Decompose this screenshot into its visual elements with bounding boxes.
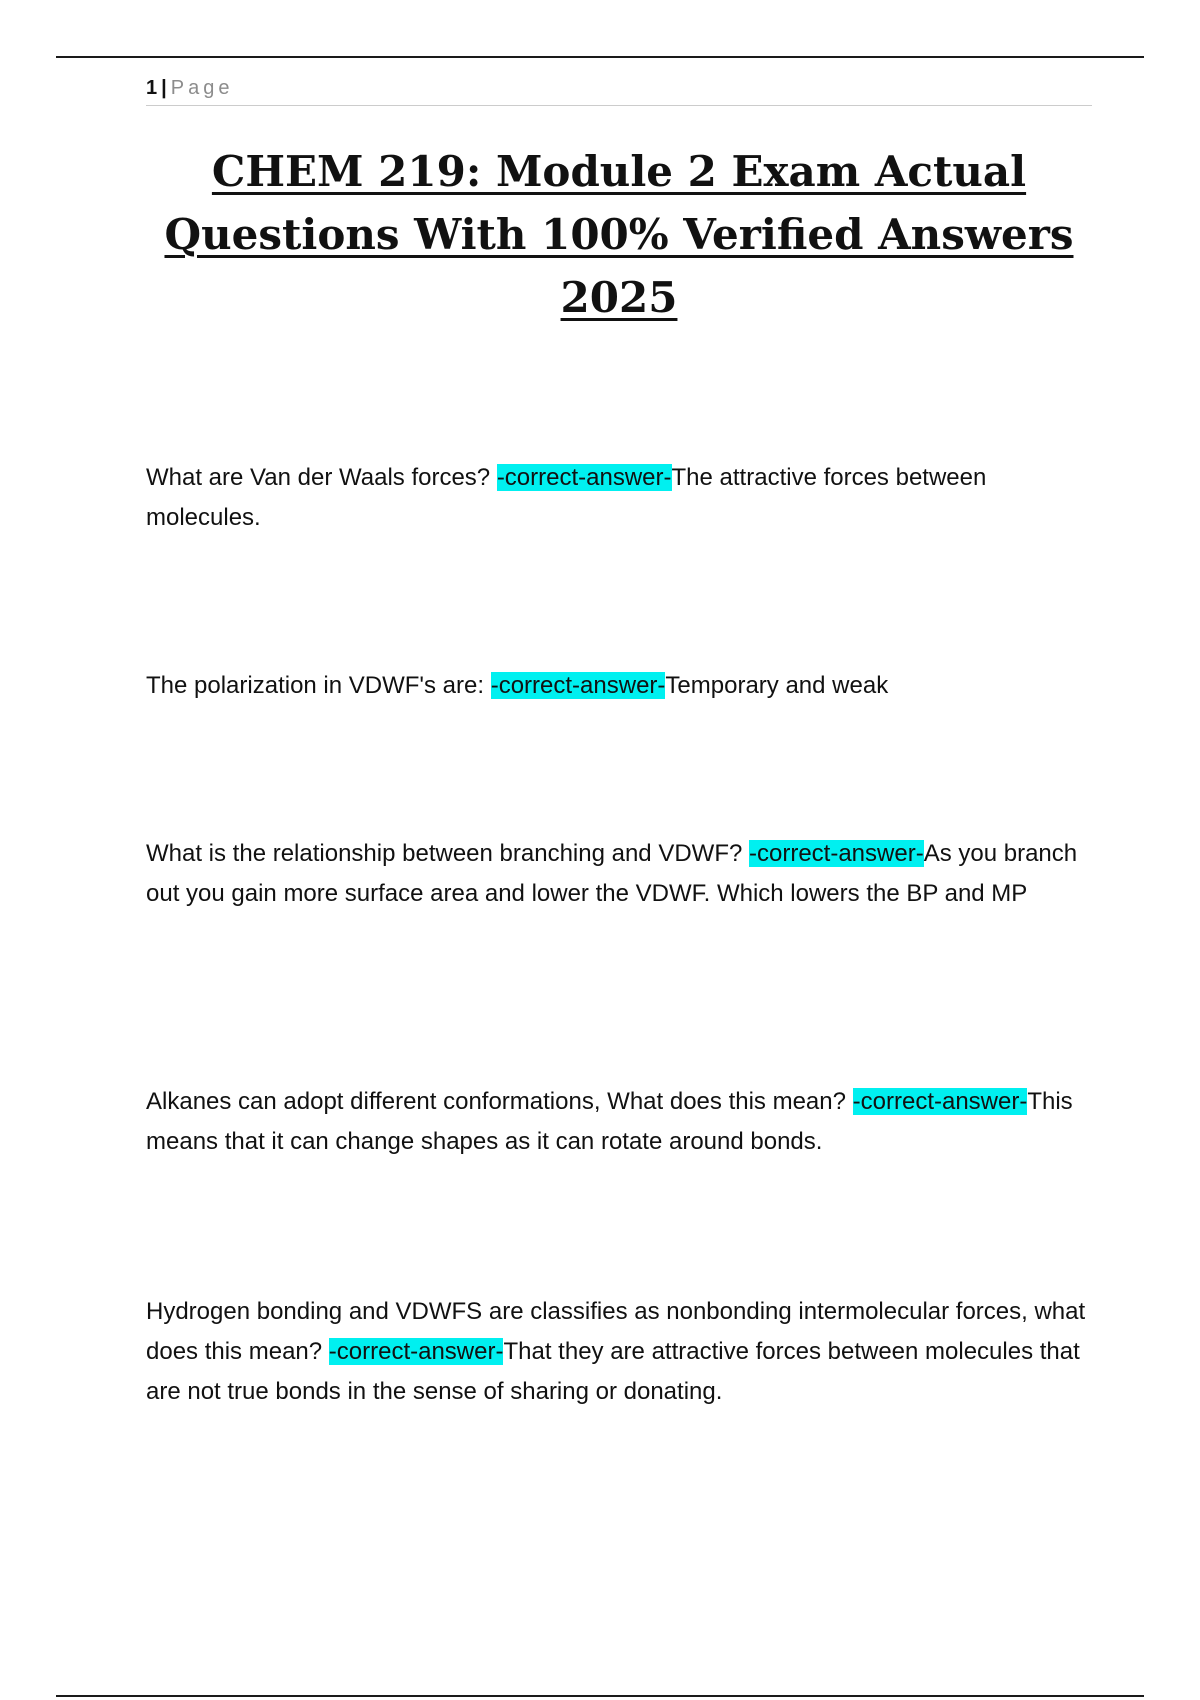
- correct-answer-marker: -correct-answer-: [749, 840, 924, 867]
- correct-answer-marker: -correct-answer-: [852, 1088, 1028, 1115]
- question-text: What is the relationship between branching and VDWF?: [146, 840, 749, 867]
- qa-item: [146, 666, 1092, 706]
- question-text: The polarization in VDWF's are:: [146, 672, 491, 699]
- answer-text: This means that it can change shapes as it can rotate around bonds.: [146, 1088, 1073, 1155]
- page-separator: |: [161, 77, 167, 99]
- qa-item: [146, 1292, 1092, 1412]
- answer-text: As you branch out you gain more surface area and lower the VDWF. Which lowers the BP and MP: [146, 840, 1078, 907]
- question-text: Hydrogen bonding and VDWFS are classifies as nonbonding intermolecular forces, what does this mean?: [146, 1298, 1086, 1365]
- correct-answer-marker: -correct-answer-: [496, 464, 672, 491]
- qa-item: [146, 1082, 1092, 1162]
- question-text: Alkanes can adopt different conformations, What does this mean?: [146, 1088, 853, 1115]
- top-rule: [56, 56, 1144, 58]
- correct-answer-marker: -correct-answer-: [328, 1338, 504, 1365]
- qa-item: [146, 458, 1092, 538]
- answer-text: That they are attractive forces between molecules that are not true bonds in the sense of sharing or donating.: [146, 1338, 1080, 1405]
- question-text: What are Van der Waals forces?: [146, 464, 497, 491]
- answer-text: Temporary and weak: [665, 672, 889, 699]
- page-label: Page: [170, 77, 234, 99]
- answer-text: The attractive forces between molecules.: [146, 464, 987, 531]
- qa-item: [146, 834, 1092, 914]
- document-title: CHEM 219: Module 2 Exam Actual Questions With 100% Verified Answers 2025: [164, 147, 1074, 322]
- page-number: 1: [146, 77, 158, 99]
- correct-answer-marker: -correct-answer-: [490, 672, 666, 699]
- page-header: [146, 74, 1092, 106]
- bottom-rule: [56, 1695, 1144, 1697]
